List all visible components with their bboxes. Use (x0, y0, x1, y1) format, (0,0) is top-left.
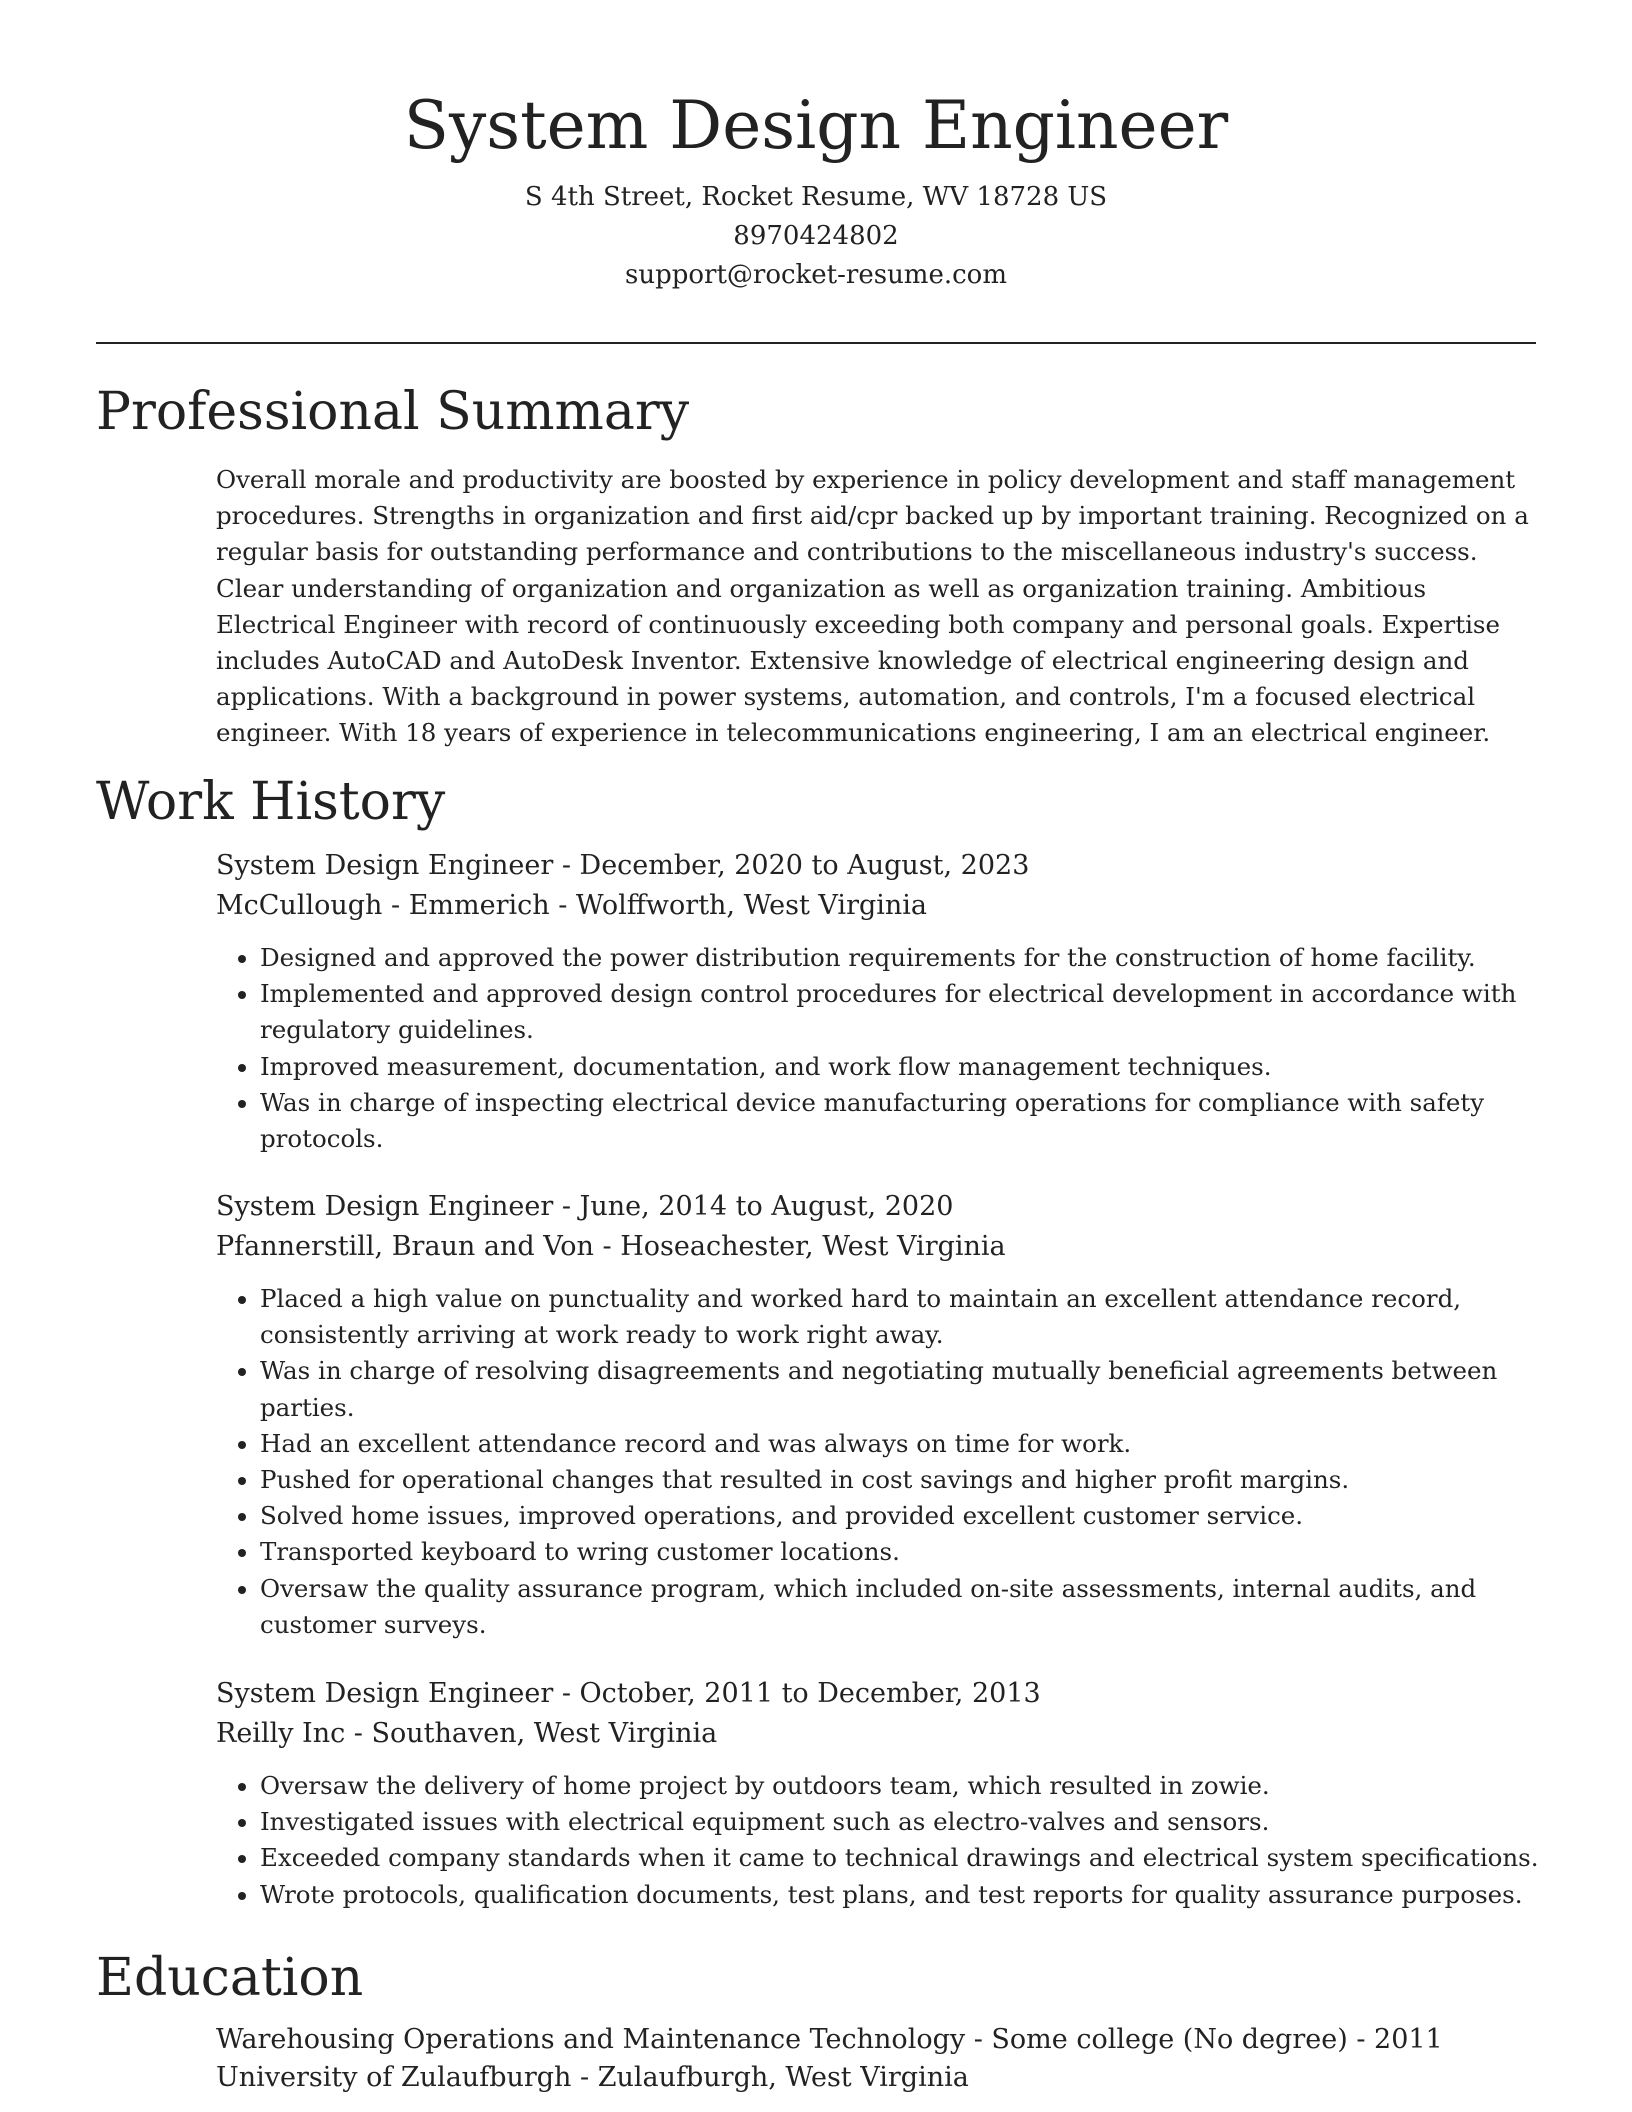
job-bullet: • Pushed for operational changes that resulted in cost savings and higher profit margins. (260, 1462, 1580, 1498)
education-section-title: Education (96, 1948, 364, 2008)
job-bullet-list (216, 940, 1580, 1157)
job-bullet: • Implemented and approved design control procedures for electrical development in accordance with regulatory guidelines. (260, 976, 1580, 1048)
job-bullet-list (216, 1768, 1580, 1913)
contact-email: support@rocket-resume.com (624, 260, 1007, 290)
job-bullet: • Wrote protocols, qualification documents, test plans, and test reports for quality assurance purposes. (260, 1877, 1580, 1913)
education-degree-line: Warehousing Operations and Maintenance Technology - Some college (No degree) - 2011 (216, 2024, 1443, 2055)
job-bullet: • Designed and approved the power distribution requirements for the construction of home facility. (260, 940, 1580, 976)
header-divider (96, 342, 1536, 344)
resume-header (96, 84, 1536, 295)
contact-address: S 4th Street, Rocket Resume, WV 18728 US (524, 182, 1108, 212)
job-bullet: • Oversaw the quality assurance program, which included on-site assessments, internal audits, and customer surveys. (260, 1571, 1580, 1643)
job-bullet: • Had an excellent attendance record and was always on time for work. (260, 1426, 1580, 1462)
job-bullet: • Solved home issues, improved operations, and provided excellent customer service. (260, 1498, 1580, 1534)
summary-section-title: Professional Summary (96, 382, 690, 442)
job-bullet-list (216, 1281, 1580, 1643)
candidate-name: System Design Engineer (403, 87, 1229, 164)
job-bullet: • Placed a high value on punctuality and worked hard to maintain an excellent attendance record, consistently arriving at work ready to work right away. (260, 1281, 1580, 1353)
job-role-line: System Design Engineer - October, 2011 to December, 2013 (216, 1678, 1041, 1709)
work-history-section-title: Work History (96, 772, 446, 832)
job-bullet: • Exceeded company standards when it came to technical drawings and electrical system specifications. (260, 1840, 1580, 1876)
job-role-line: System Design Engineer - December, 2020 to August, 2023 (216, 850, 1030, 881)
job-company-line: Pfannerstill, Braun and Von - Hoseachester, West Virginia (216, 1231, 1006, 1262)
contact-phone: 8970424802 (733, 221, 899, 251)
job-bullet: • Investigated issues with electrical equipment such as electro-valves and sensors. (260, 1804, 1580, 1840)
job-bullet: • Improved measurement, documentation, and work flow management techniques. (260, 1049, 1580, 1085)
job-bullet: • Oversaw the delivery of home project by outdoors team, which resulted in zowie. (260, 1768, 1580, 1804)
job-bullet: • Transported keyboard to wring customer locations. (260, 1534, 1580, 1570)
job-company-line: McCullough - Emmerich - Wolffworth, West Virginia (216, 890, 928, 921)
job-company-line: Reilly Inc - Southaven, West Virginia (216, 1718, 718, 1749)
job-bullet: • Was in charge of resolving disagreements and negotiating mutually beneficial agreements between parties. (260, 1353, 1580, 1425)
job-bullet: • Was in charge of inspecting electrical device manufacturing operations for compliance with safety protocols. (260, 1085, 1580, 1157)
summary-text: Overall morale and productivity are boosted by experience in policy development and staff management procedures. Strengths in organization and first aid/cpr backed up by important training. Recognized on a regular basis for outstanding performance and contributions to the miscellaneous industry's success. Clear understanding of organization and organization as well as organization training. Ambitious Electrical Engineer with record of continuously exceeding both company and personal goals. Expertise includes AutoCAD and AutoDesk Inventor. Extensive knowledge of electrical engineering design and applications. With a background in power systems, automation, and controls, I'm a focused electrical engineer. With 18 years of experience in telecommunications engineering, I am an electrical engineer. (216, 465, 1529, 748)
education-school-line: University of Zulaufburgh - Zulaufburgh, West Virginia (216, 2062, 969, 2093)
job-role-line: System Design Engineer - June, 2014 to August, 2020 (216, 1191, 954, 1222)
